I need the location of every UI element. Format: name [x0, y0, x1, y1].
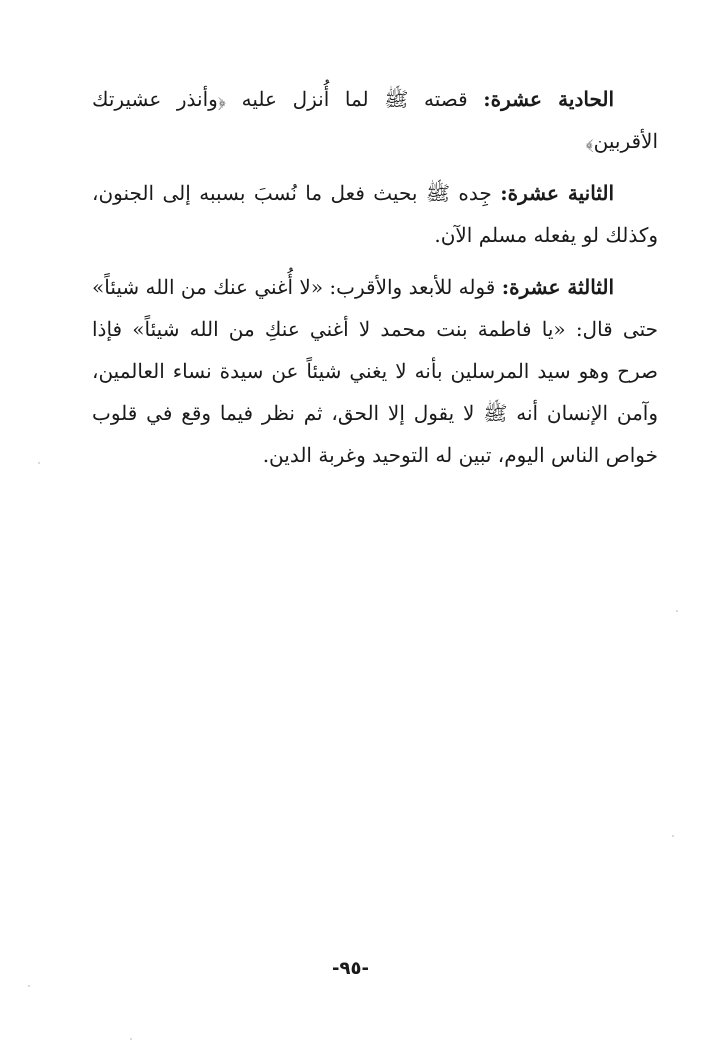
- paragraph-heading: الثانية عشرة:: [500, 181, 614, 205]
- page-text: [92, 78, 658, 486]
- scan-speck: [672, 835, 674, 837]
- scan-speck: [28, 985, 30, 987]
- paragraph-body: قوله للأبعد والأقرب: «لا أُغني عنك من الله شيئاً» حتى قال: «يا فاطمة بنت محمد لا أغني عنكِ من الله شيئاً» فإذا صرح وهو سيد المرسلين بأنه لا يغني شيئاً عن سيدة نساء العالمين، وآمن الإنسان أنه ﷺ لا يقول إلا الحق، ثم نظر فيما وقع في قلوب خواص الناس اليوم، تبين له التوحيد وغربة الدين.: [92, 275, 658, 467]
- scan-speck: [676, 610, 678, 612]
- scan-speck: [38, 462, 40, 464]
- paragraph-heading: الثالثة عشرة:: [501, 275, 614, 299]
- paragraph-eleventh: [92, 78, 658, 162]
- paragraph-twelfth: [92, 172, 658, 256]
- paragraph-heading: الحادية عشرة:: [483, 87, 614, 111]
- paragraph-body: قصته ﷺ لما أُنزل عليه ﴿وأنذر عشيرتك الأقربين﴾: [92, 87, 658, 153]
- paragraph-thirteenth: [92, 266, 658, 476]
- page-number: -٩٥-: [332, 958, 369, 979]
- paragraph-body: جِده ﷺ بحيث فعل ما نُسبَ بسببه إلى الجنون، وكذلك لو يفعله مسلم الآن.: [92, 181, 658, 247]
- scan-speck: [130, 1038, 132, 1040]
